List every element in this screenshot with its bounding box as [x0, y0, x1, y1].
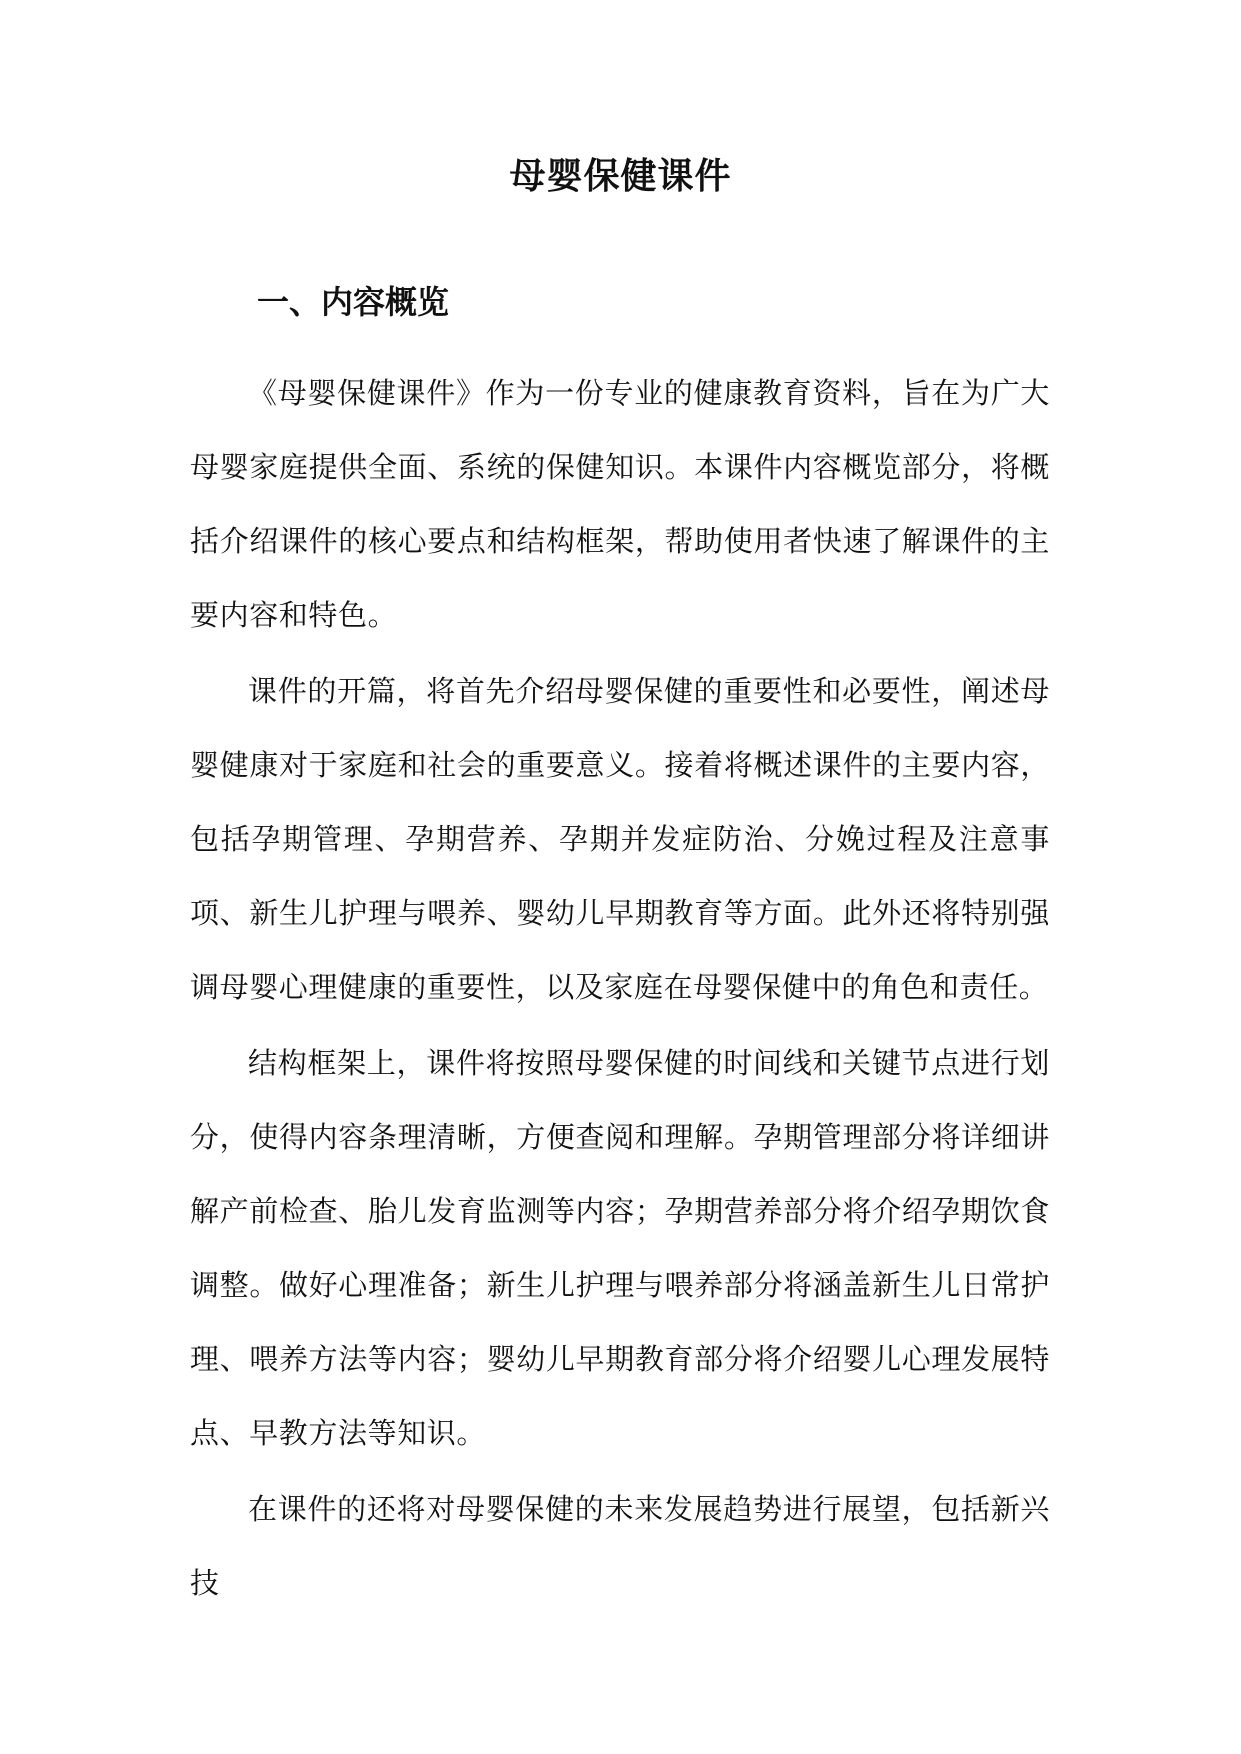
- paragraph-block-3: [190, 1026, 1050, 1470]
- paragraph-1: 《母婴保健课件》作为一份专业的健康教育资料，旨在为广大母婴家庭提供全面、系统的保健知识。本课件内容概览部分，将概括介绍课件的核心要点和结构框架，帮助使用者快速了解课件的主要内容和特色。: [190, 376, 1050, 632]
- paragraph-4: 在课件的还将对母婴保健的未来发展趋势进行展望，包括新兴技: [190, 1492, 1050, 1600]
- paragraph-block-2: [190, 654, 1050, 1024]
- paragraph-3: 结构框架上，课件将按照母婴保健的时间线和关键节点进行划分，使得内容条理清晰，方便查阅和理解。孕期管理部分将详细讲解产前检查、胎儿发育监测等内容；孕期营养部分将介绍孕期饮食调整。做好心理准备；新生儿护理与喂养部分将涵盖新生儿日常护理、喂养方法等内容；婴幼儿早期教育部分将介绍婴儿心理发展特点、早教方法等知识。: [190, 1046, 1050, 1450]
- document-title: 母婴保健课件: [509, 155, 732, 197]
- paragraph-block-1: [190, 356, 1050, 652]
- section-heading: 一、内容概览: [257, 283, 450, 321]
- paragraph-block-4: [190, 1472, 1050, 1620]
- paragraph-2: 课件的开篇，将首先介绍母婴保健的重要性和必要性，阐述母婴健康对于家庭和社会的重要意义。接着将概述课件的主要内容，包括孕期管理、孕期营养、孕期并发症防治、分娩过程及注意事项、新生儿护理与喂养、婴幼儿早期教育等方面。此外还将特别强调母婴心理健康的重要性，以及家庭在母婴保健中的角色和责任。: [190, 674, 1050, 1004]
